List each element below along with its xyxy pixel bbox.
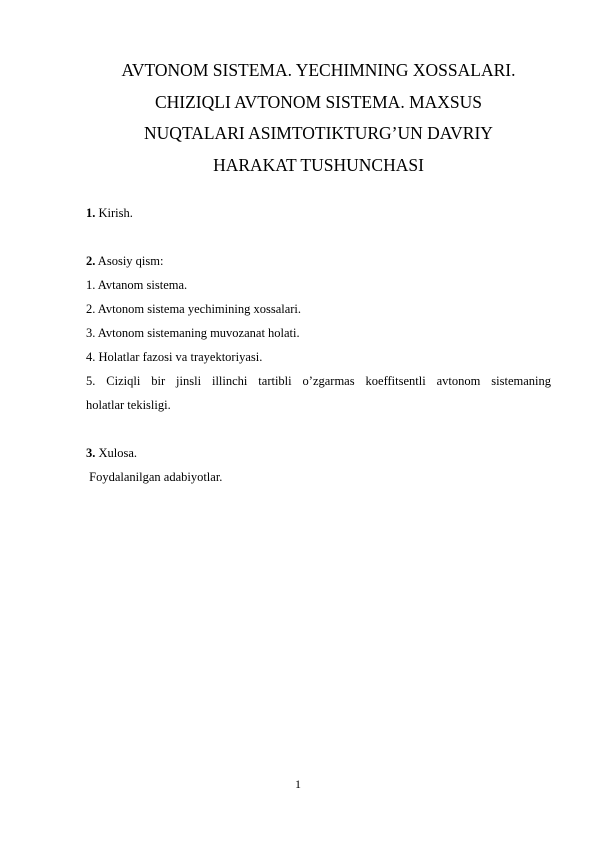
intro-number: 1. — [86, 206, 96, 220]
main-item-1: 1. Avtanom sistema. — [86, 278, 188, 292]
intro-heading — [86, 201, 551, 225]
conclusion-section — [86, 441, 551, 489]
title-line-2: CHIZIQLI AVTONOM SISTEMA. MAXSUS — [154, 91, 483, 112]
references-line: Foydalanilgan adabiyotlar. — [86, 470, 223, 484]
page-number: 1 — [295, 777, 301, 791]
conclusion-label: Xulosa. — [95, 446, 138, 460]
main-number: 2. — [86, 254, 96, 268]
document-title — [86, 55, 551, 181]
main-item-5: 5. Ciziqli bir jinsli illinchi tartibli o’zgarmas koeffitsentli avtonom sistemaning — [86, 374, 551, 388]
main-item-2: 2. Avtonom sistema yechimining xossalari. — [86, 302, 302, 316]
main-heading — [86, 249, 551, 273]
intro-label: Kirish. — [95, 206, 133, 220]
conclusion-heading — [86, 441, 551, 465]
conclusion-number: 3. — [86, 446, 96, 460]
title-line-4: HARAKAT TUSHUNCHASI — [213, 154, 424, 175]
title-line-3: NUQTALARI ASIMTOTIKTURG’UN DAVRIY — [144, 123, 493, 143]
main-label: Asosiy qism: — [95, 254, 164, 268]
title-line-1: AVTONOM SISTEMA. YECHIMNING XOSSALARI. — [121, 60, 516, 80]
main-section — [86, 249, 551, 417]
main-item-5-continuation: holatlar tekisligi. — [86, 398, 171, 412]
main-item-3: 3. Avtonom sistemaning muvozanat holati. — [86, 326, 300, 340]
intro-section — [86, 201, 551, 225]
main-item-4: 4. Holatlar fazosi va trayektoriyasi. — [86, 350, 263, 364]
